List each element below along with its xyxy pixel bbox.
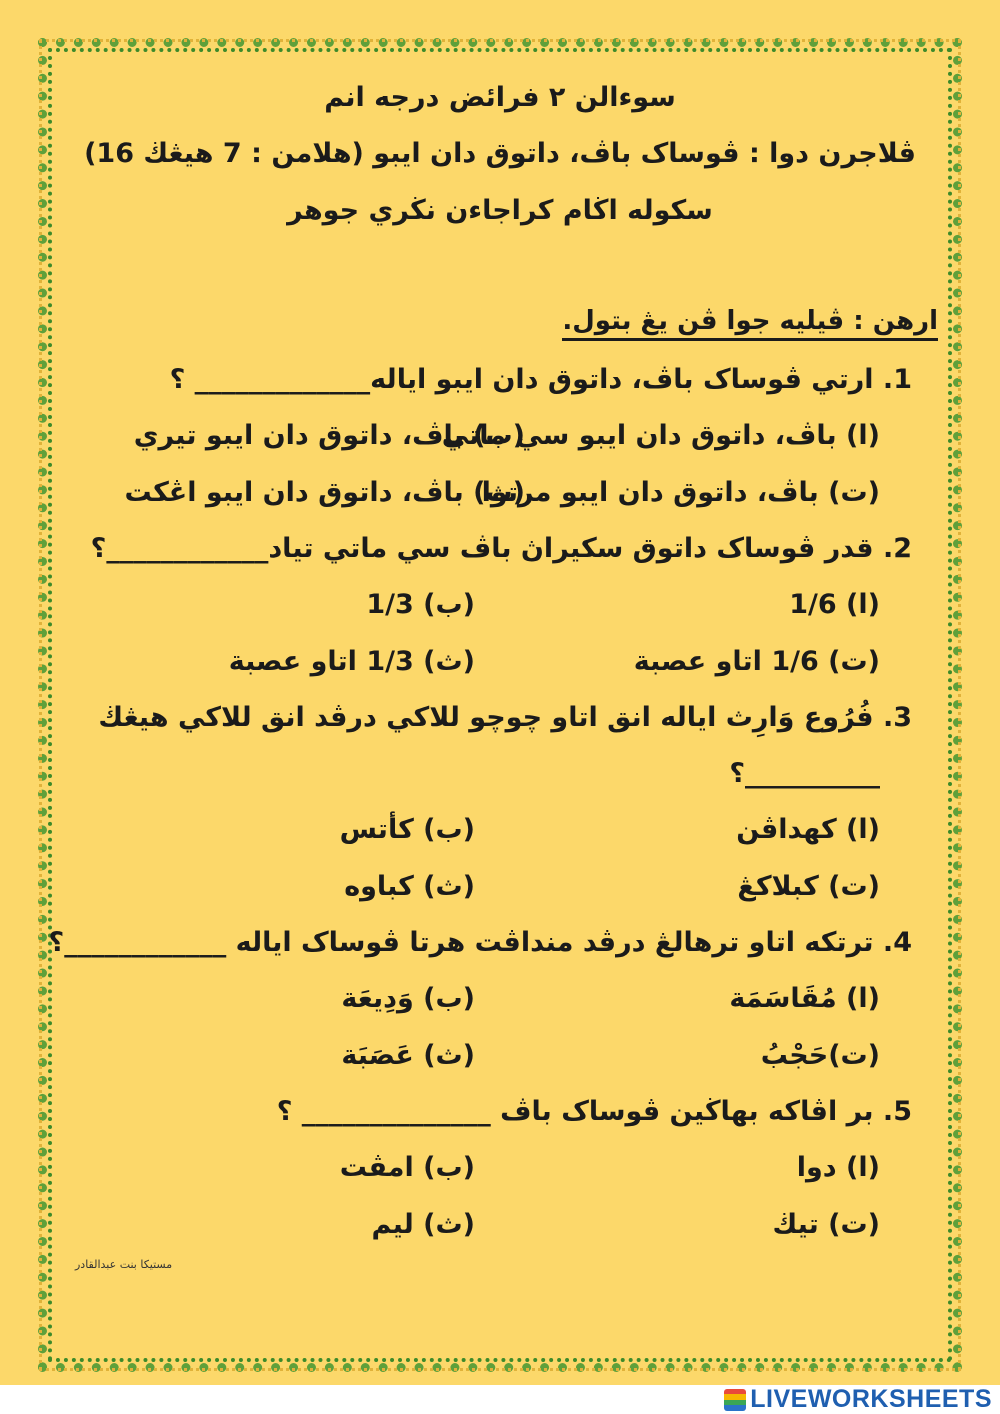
question-1-option-a[interactable]: (ا) باڤ، داتوق دان ايبو سي ماتي xyxy=(441,420,880,451)
question-3-option-b[interactable]: (ب) کأتس xyxy=(339,814,475,845)
question-2-option-b[interactable]: (ب) 1/3 xyxy=(366,589,475,620)
worksheet-subtitle: ڤلاجرن دوا : ڤوساک باڤ، داتوق دان ايبو (هلامن : 7 هيڠڬ 16) xyxy=(84,138,916,169)
question-2-option-a[interactable]: (ا) 1/6 xyxy=(789,589,880,620)
question-2-option-t[interactable]: (ت) 1/6 اتاو عصبة xyxy=(633,646,880,677)
question-5-option-t[interactable]: (ت) تيڬ xyxy=(772,1209,880,1240)
author-credit: مستيکا بنت عبدالقادر xyxy=(75,1258,173,1271)
liveworksheets-logo-icon xyxy=(724,1389,746,1411)
question-4: 4. ترتکه اتاو ترهالڠ درڤد منداڤت هرتا ڤوساک اياله ____________؟ xyxy=(48,927,912,958)
brand-text: LIVEWORKSHEETS xyxy=(750,1385,992,1413)
question-1: 1. ارتي ڤوساک باڤ، داتوق دان ايبو اياله_____________ ؟ xyxy=(169,364,912,395)
question-2-option-th[interactable]: (ث) 1/3 اتاو عصبة xyxy=(228,646,475,677)
question-1-option-b[interactable]: (ب) باڤ، داتوق دان ايبو تيري xyxy=(133,420,525,451)
question-3-option-th[interactable]: (ث) کباوه xyxy=(344,871,475,902)
question-4-option-t[interactable]: (ت)حَجْبُ xyxy=(760,1040,880,1071)
question-5-option-a[interactable]: (ا) دوا xyxy=(796,1152,880,1183)
question-4-option-a[interactable]: (ا) مُقَاسَمَة xyxy=(729,983,880,1014)
question-2: 2. قدر ڤوساک داتوق سکيراڽ باڤ سي ماتي تياد____________؟ xyxy=(90,533,912,564)
question-5-option-th[interactable]: (ث) ليم xyxy=(371,1209,475,1240)
instruction: ارهن : ڤيليه جوا ڤن يڠ بتول. xyxy=(562,306,938,341)
question-3: 3. فُرُوع وَارِث اياله انق اتاو چوچو للاکي درڤد انق للاکي هيڠڬ xyxy=(98,702,912,733)
school-name: سکوله اڬام کراجاءن نڬري جوهر xyxy=(287,195,713,226)
question-1-option-th[interactable]: (ث) باڤ، داتوق دان ايبو اڠکت xyxy=(124,477,525,508)
liveworksheets-brand[interactable] xyxy=(724,1386,992,1413)
worksheet-title: سوءالن ٢ فرائض درجه انم xyxy=(324,82,676,113)
question-3-blank: __________؟ xyxy=(729,758,880,789)
question-5: 5. بر اڤاکه بهاڬين ڤوساک باڤ ______________ ؟ xyxy=(276,1096,912,1127)
question-3-option-t[interactable]: (ت) کبلاکڠ xyxy=(737,871,880,902)
question-4-option-b[interactable]: (ب) وَدِيعَة xyxy=(341,983,475,1014)
question-4-option-th[interactable]: (ث) عَصَبَة xyxy=(341,1040,475,1071)
question-5-option-b[interactable]: (ب) امڤت xyxy=(339,1152,475,1183)
question-3-option-a[interactable]: (ا) کهداڤن xyxy=(736,814,880,845)
question-1-option-t[interactable]: (ت) باڤ، داتوق دان ايبو مرتوا xyxy=(481,477,880,508)
